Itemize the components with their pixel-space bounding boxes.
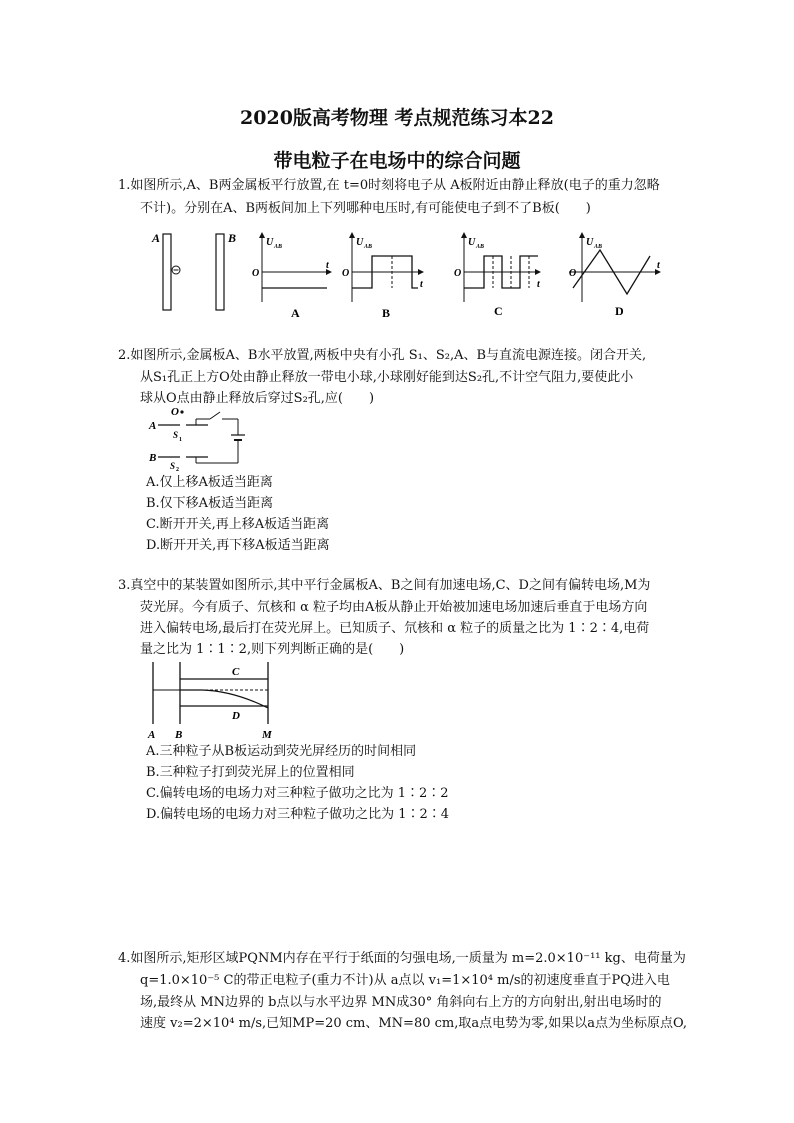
q1-graph-c: [454, 232, 541, 318]
svg-text:U: U: [266, 237, 274, 248]
svg-text:O: O: [171, 406, 179, 418]
q1-plate-b-label: B: [228, 231, 237, 245]
q3-figure: [144, 660, 284, 740]
svg-text:1: 1: [179, 437, 182, 443]
svg-text:S: S: [173, 430, 179, 440]
svg-text:AB: AB: [364, 244, 373, 250]
q2-text-line3: 球从O点由静止释放后穿过S₂孔,应( ): [140, 391, 375, 406]
svg-text:O: O: [454, 268, 462, 279]
q3-option-a[interactable]: A.三种粒子从B板运动到荧光屏经历的时间相同: [146, 744, 417, 759]
q2-switch: [210, 412, 220, 419]
q3-option-c[interactable]: C.偏转电场的电场力对三种粒子做功之比为 1∶2∶2: [146, 786, 449, 801]
svg-text:A: A: [149, 420, 157, 432]
q1-plate-a: [163, 234, 171, 310]
q2-text-line2: 从S₁孔正上方O处由静止释放一带电小球,小球刚好能到达S₂孔,不计空气阻力,要使此小: [140, 370, 634, 385]
q2-figure: [146, 405, 256, 471]
svg-text:C: C: [232, 666, 240, 678]
svg-text:AB: AB: [476, 244, 485, 250]
q4-text-line2: q=1.0×10⁻⁵ C的带正电粒子(重力不计)从 a点以 v₁=1×10⁴ m/s的初速度垂直于PQ进入电: [140, 973, 670, 988]
q1-graph-d-label: D: [615, 304, 624, 318]
q1-graph-b-label: B: [382, 306, 391, 320]
svg-text:B: B: [149, 452, 157, 464]
svg-text:O: O: [569, 268, 577, 279]
q4-text-line3: 场,最终从 MN边界的 b点以与水平边界 MN成30° 角斜向右上方的方向射出,射出电场时的: [140, 995, 662, 1010]
svg-text:U: U: [356, 237, 364, 248]
q2-option-d[interactable]: D.断开开关,再下移A板适当距离: [146, 538, 330, 553]
q2-option-c[interactable]: C.断开开关,再上移A板适当距离: [146, 517, 330, 532]
svg-text:U: U: [468, 237, 476, 248]
q1-plate-a-label: A: [152, 231, 161, 245]
svg-text:2: 2: [176, 467, 179, 471]
q3-text-line4: 量之比为 1∶1∶2,则下列判断正确的是( ): [140, 642, 405, 657]
q1-text-line2: 不计)。分别在A、B两板间加上下列哪种电压时,有可能使电子到不了B板( ): [140, 201, 591, 216]
page-subtitle: 带电粒子在电场中的综合问题: [273, 150, 521, 172]
svg-text:O: O: [252, 268, 260, 279]
q3-option-d[interactable]: D.偏转电场的电场力对三种粒子做功之比为 1∶2∶4: [146, 807, 450, 822]
svg-text:AB: AB: [594, 244, 603, 250]
q2-option-b[interactable]: B.仅下移A板适当距离: [146, 496, 274, 511]
q1-graph-c-label: C: [494, 304, 503, 318]
svg-text:t: t: [657, 260, 660, 271]
q1-graph-a-label: A: [291, 306, 300, 320]
q1-text-line1: 1.如图所示,A、B两金属板平行放置,在 t=0时刻将电子从 A板附近由静止释放(电子的重力忽略: [118, 178, 660, 193]
q3-text-line2: 荧光屏。今有质子、氘核和 α 粒子均由A板从静止开始被加速电场加速后垂直于电场方向: [140, 600, 648, 615]
q2-text-line1: 2.如图所示,金属板A、B水平放置,两板中央有小孔 S₁、S₂,A、B与直流电源连接。闭合开关,: [118, 348, 647, 363]
svg-text:AB: AB: [274, 244, 283, 250]
svg-text:t: t: [326, 260, 329, 271]
page-title: 2020版高考物理 考点规范练习本22: [240, 107, 554, 129]
svg-text:M: M: [262, 729, 272, 740]
q3-text-line1: 3.真空中的某装置如图所示,其中平行金属板A、B之间有加速电场,C、D之间有偏转电场,M为: [118, 578, 651, 593]
svg-text:S: S: [170, 461, 176, 471]
svg-text:t: t: [420, 279, 423, 290]
q1-graph-a: [252, 232, 332, 320]
q1-plate-b: [216, 234, 224, 310]
svg-text:A: A: [148, 729, 156, 740]
q3-text-line3: 进入偏转电场,最后打在荧光屏上。已知质子、氘核和 α 粒子的质量之比为 1∶2∶4,电荷: [140, 621, 650, 636]
svg-text:t: t: [537, 279, 540, 290]
q2-option-a[interactable]: A.仅上移A板适当距离: [146, 475, 273, 490]
q3-trajectory: [180, 690, 268, 708]
q4-text-line1: 4.如图所示,矩形区域PQNM内存在平行于纸面的匀强电场,一质量为 m=2.0×10⁻¹¹ kg、电荷量为: [118, 951, 686, 966]
q3-option-b[interactable]: B.三种粒子打到荧光屏上的位置相同: [146, 765, 355, 780]
svg-text:O: O: [342, 268, 350, 279]
svg-text:D: D: [232, 710, 240, 722]
svg-text:B: B: [175, 729, 183, 740]
q1-graph-d: [569, 232, 661, 318]
q4-text-line4: 速度 v₂=2×10⁴ m/s,已知MP=20 cm、MN=80 cm,取a点电势为零,如果以a点为坐标原点O,: [140, 1016, 688, 1031]
q1-graph-b: [342, 232, 424, 320]
q1-figure: [145, 226, 675, 326]
svg-text:U: U: [586, 237, 594, 248]
